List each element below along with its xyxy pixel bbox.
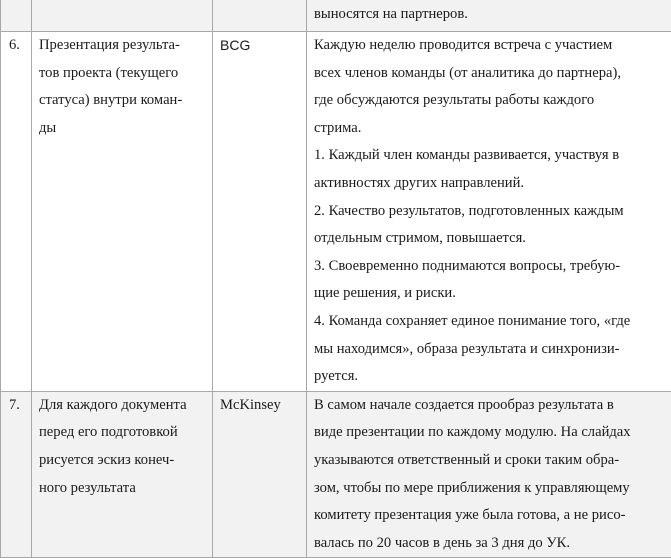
cell-description — [307, 32, 671, 392]
cell-description: выносятся на партнеров. — [307, 0, 671, 32]
cell-name — [32, 32, 213, 392]
company-name: McKinsey — [213, 392, 306, 420]
cell-company — [213, 0, 307, 32]
table-row-7 — [1, 391, 671, 558]
cell-description — [307, 391, 671, 558]
cell-number — [1, 32, 32, 392]
row-number: 6. — [1, 32, 31, 60]
company-name: BCG — [213, 32, 306, 60]
practice-description: В самом начале создается прообраз результата в виде презентации по каждому модулю. На слайдах указываются ответственный и сроки таким обра- зом, чтобы по мере приближения к управляющему комитету презентация уже была готова, а не рисо- валась по 20 часов в день за 3 дня до УК. — [307, 392, 671, 558]
cell-company — [213, 391, 307, 558]
cell-number — [1, 0, 32, 32]
practice-description: Каждую неделю проводится встреча с участием всех членов команды (от аналитика до партнера), где обсуждаются результаты работы каждого стрима. 1. Каждый член команды развивается, участвуя в активностях других направлений. 2. Качество результатов, подготовленных каждым отдельным стримом, повышается. 3. Своевременно поднимаются вопросы, требую- щие решения, и риски. 4. Команда сохраняет единое понимание того, «где мы находимся», образа результата и синхронизи- руется. — [307, 32, 671, 391]
cell-name — [32, 0, 213, 32]
row-number: 7. — [1, 392, 31, 420]
cell-name — [32, 391, 213, 558]
table-row-fragment — [1, 0, 671, 32]
table-row-6 — [1, 32, 671, 392]
cell-number — [1, 391, 32, 558]
practice-name: Для каждого документа перед его подготовкой рисуется эскиз конеч- ного результата — [32, 392, 212, 502]
practice-name: Презентация результа- тов проекта (текущего статуса) внутри коман- ды — [32, 32, 212, 142]
cell-company — [213, 32, 307, 392]
